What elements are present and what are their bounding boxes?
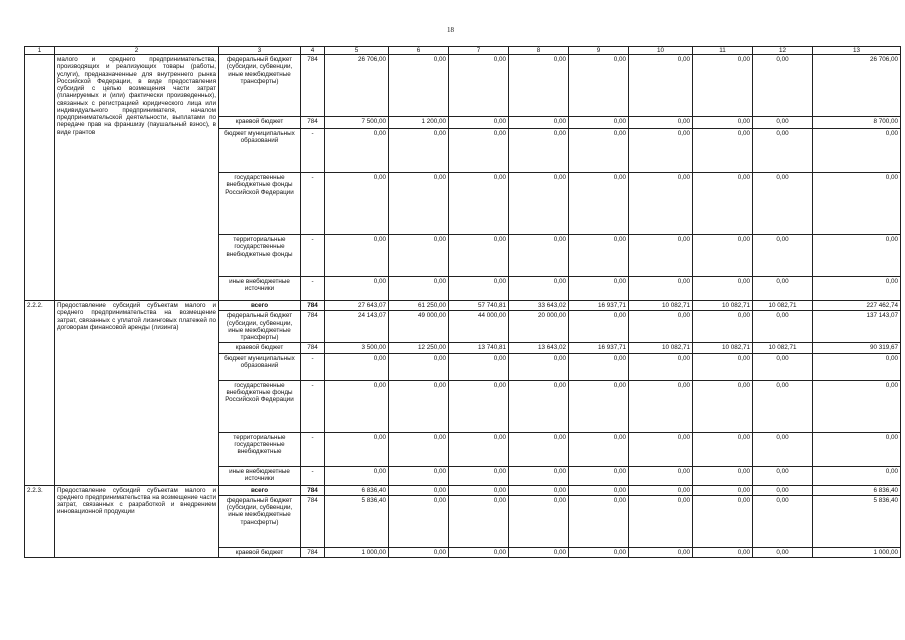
amount-cell: 1 200,00 <box>389 117 449 129</box>
funding-source: всего <box>219 485 301 495</box>
budget-code: - <box>301 353 325 380</box>
amount-cell: 0,00 <box>509 466 569 485</box>
column-number: 1 <box>25 47 55 55</box>
amount-cell: 90 319,67 <box>813 343 901 353</box>
amount-cell: 0,00 <box>629 432 693 466</box>
amount-cell: 0,00 <box>813 380 901 432</box>
amount-cell: 0,00 <box>813 235 901 277</box>
amount-cell: 0,00 <box>753 547 813 557</box>
amount-cell: 0,00 <box>509 353 569 380</box>
amount-cell: 0,00 <box>569 311 629 343</box>
funding-source: бюджет муниципальных образований <box>219 129 301 173</box>
amount-cell: 0,00 <box>509 235 569 277</box>
amount-cell: 0,00 <box>389 466 449 485</box>
amount-cell: 20 000,00 <box>509 311 569 343</box>
amount-cell: 0,00 <box>449 380 509 432</box>
amount-cell: 0,00 <box>449 485 509 495</box>
amount-cell: 0,00 <box>813 432 901 466</box>
amount-cell: 0,00 <box>693 547 753 557</box>
table-row <box>25 485 901 495</box>
amount-cell: 0,00 <box>693 277 753 301</box>
amount-cell: 0,00 <box>389 380 449 432</box>
amount-cell: 0,00 <box>509 129 569 173</box>
column-number: 4 <box>301 47 325 55</box>
column-number: 10 <box>629 47 693 55</box>
amount-cell: 10 082,71 <box>629 343 693 353</box>
item-index <box>25 55 55 301</box>
amount-cell: 0,00 <box>629 485 693 495</box>
amount-cell: 0,00 <box>753 353 813 380</box>
amount-cell: 0,00 <box>813 277 901 301</box>
budget-code: - <box>301 129 325 173</box>
amount-cell: 0,00 <box>693 311 753 343</box>
amount-cell: 0,00 <box>389 432 449 466</box>
budget-code: - <box>301 432 325 466</box>
amount-cell: 0,00 <box>389 495 449 547</box>
amount-cell: 0,00 <box>693 466 753 485</box>
column-number: 8 <box>509 47 569 55</box>
amount-cell: 0,00 <box>569 55 629 117</box>
amount-cell: 26 706,00 <box>813 55 901 117</box>
amount-cell: 8 700,00 <box>813 117 901 129</box>
amount-cell: 0,00 <box>449 495 509 547</box>
amount-cell: 0,00 <box>325 235 389 277</box>
column-number: 3 <box>219 47 301 55</box>
item-index: 2.2.2. <box>25 301 55 485</box>
budget-code: 784 <box>301 495 325 547</box>
amount-cell: 13 740,81 <box>449 343 509 353</box>
amount-cell: 5 836,40 <box>325 495 389 547</box>
amount-cell: 0,00 <box>449 277 509 301</box>
amount-cell: 44 000,00 <box>449 311 509 343</box>
amount-cell: 10 082,71 <box>753 343 813 353</box>
funding-source: территориальные государственные внебюджетные фонды <box>219 235 301 277</box>
funding-source: бюджет муниципальных образований <box>219 353 301 380</box>
amount-cell: 0,00 <box>569 129 629 173</box>
amount-cell: 0,00 <box>629 466 693 485</box>
budget-code: 784 <box>301 311 325 343</box>
amount-cell: 1 000,00 <box>813 547 901 557</box>
amount-cell: 0,00 <box>629 547 693 557</box>
amount-cell: 0,00 <box>629 353 693 380</box>
amount-cell: 0,00 <box>629 129 693 173</box>
column-number: 12 <box>753 47 813 55</box>
amount-cell: 137 143,07 <box>813 311 901 343</box>
amount-cell: 0,00 <box>629 495 693 547</box>
amount-cell: 0,00 <box>389 173 449 235</box>
amount-cell: 0,00 <box>389 353 449 380</box>
amount-cell: 6 836,40 <box>325 485 389 495</box>
amount-cell: 0,00 <box>753 311 813 343</box>
amount-cell: 0,00 <box>753 380 813 432</box>
amount-cell: 5 836,40 <box>813 495 901 547</box>
budget-code: 784 <box>301 547 325 557</box>
column-number: 7 <box>449 47 509 55</box>
header-row <box>25 47 901 55</box>
budget-code: - <box>301 380 325 432</box>
amount-cell: 0,00 <box>813 353 901 380</box>
funding-source: краевой бюджет <box>219 117 301 129</box>
table-row <box>25 301 901 311</box>
funding-source: федеральный бюджет (субсидии, субвенции, иные межбюджетные трансферты) <box>219 55 301 117</box>
amount-cell: 0,00 <box>389 55 449 117</box>
item-description: Предоставление субсидий субъектам малого и среднего предпринимательства на возмещение части затрат, связанных с разработкой и внедрением инновационной продукции <box>55 485 219 557</box>
column-number: 11 <box>693 47 753 55</box>
budget-code: - <box>301 235 325 277</box>
amount-cell: 0,00 <box>389 277 449 301</box>
amount-cell: 0,00 <box>389 235 449 277</box>
amount-cell: 0,00 <box>509 55 569 117</box>
amount-cell: 0,00 <box>569 173 629 235</box>
amount-cell: 0,00 <box>449 547 509 557</box>
amount-cell: 0,00 <box>509 547 569 557</box>
amount-cell: 0,00 <box>693 485 753 495</box>
amount-cell: 0,00 <box>693 173 753 235</box>
amount-cell: 13 643,02 <box>509 343 569 353</box>
item-description: малого и среднего предпринимательства, производящих и реализующих товары (работы, услуги), предназначенные для внутреннего рынка Российской Федерации, в виде предоставления субсидий с целью возмещения части затрат (планируемых и (или) фактически произведенных), связанных с регистрацией юридического лица или индивидуального предпринимателя, началом предпринимательской деятельности, выплатами по передаче прав на франшизу (паушальный взнос), в виде грантов <box>55 55 219 301</box>
amount-cell: 0,00 <box>629 311 693 343</box>
amount-cell: 0,00 <box>325 380 389 432</box>
amount-cell: 0,00 <box>449 235 509 277</box>
budget-code: - <box>301 466 325 485</box>
budget-code: 784 <box>301 485 325 495</box>
amount-cell: 0,00 <box>569 485 629 495</box>
budget-code: - <box>301 277 325 301</box>
amount-cell: 0,00 <box>325 353 389 380</box>
amount-cell: 0,00 <box>325 466 389 485</box>
funding-source: государственные внебюджетные фонды Российской Федерации <box>219 380 301 432</box>
amount-cell: 10 082,71 <box>693 343 753 353</box>
amount-cell: 0,00 <box>509 380 569 432</box>
column-number: 9 <box>569 47 629 55</box>
amount-cell: 7 500,00 <box>325 117 389 129</box>
amount-cell: 0,00 <box>569 117 629 129</box>
amount-cell: 0,00 <box>753 466 813 485</box>
page-number: 18 <box>447 26 454 34</box>
budget-table <box>24 46 901 558</box>
amount-cell: 0,00 <box>449 129 509 173</box>
amount-cell: 0,00 <box>753 55 813 117</box>
amount-cell: 0,00 <box>509 495 569 547</box>
column-number: 5 <box>325 47 389 55</box>
amount-cell: 0,00 <box>569 466 629 485</box>
amount-cell: 0,00 <box>693 380 753 432</box>
amount-cell: 0,00 <box>569 353 629 380</box>
amount-cell: 227 462,74 <box>813 301 901 311</box>
amount-cell: 0,00 <box>753 129 813 173</box>
amount-cell: 0,00 <box>753 173 813 235</box>
amount-cell: 0,00 <box>753 495 813 547</box>
amount-cell: 0,00 <box>693 495 753 547</box>
item-description: Предоставление субсидий субъектам малого и среднего предпринимательства на возмещение затрат, связанных с уплатой лизинговых платежей по договорам финансовой аренды (лизинга) <box>55 301 219 485</box>
amount-cell: 16 937,71 <box>569 301 629 311</box>
amount-cell: 61 250,00 <box>389 301 449 311</box>
amount-cell: 27 643,07 <box>325 301 389 311</box>
amount-cell: 0,00 <box>813 466 901 485</box>
amount-cell: 0,00 <box>449 117 509 129</box>
amount-cell: 0,00 <box>693 117 753 129</box>
amount-cell: 0,00 <box>509 432 569 466</box>
amount-cell: 0,00 <box>449 432 509 466</box>
amount-cell: 0,00 <box>449 466 509 485</box>
budget-code: 784 <box>301 301 325 311</box>
amount-cell: 0,00 <box>629 55 693 117</box>
amount-cell: 0,00 <box>569 432 629 466</box>
funding-source: иные внебюджетные источники <box>219 466 301 485</box>
amount-cell: 3 500,00 <box>325 343 389 353</box>
amount-cell: 0,00 <box>325 129 389 173</box>
column-number: 13 <box>813 47 901 55</box>
amount-cell: 0,00 <box>753 432 813 466</box>
amount-cell: 57 740,81 <box>449 301 509 311</box>
amount-cell: 0,00 <box>753 235 813 277</box>
funding-source: федеральный бюджет (субсидии, субвенции, иные межбюджетные трансферты) <box>219 495 301 547</box>
amount-cell: 0,00 <box>753 277 813 301</box>
item-index: 2.2.3. <box>25 485 55 557</box>
amount-cell: 12 250,00 <box>389 343 449 353</box>
amount-cell: 0,00 <box>389 547 449 557</box>
amount-cell: 0,00 <box>629 380 693 432</box>
amount-cell: 0,00 <box>569 235 629 277</box>
amount-cell: 16 937,71 <box>569 343 629 353</box>
amount-cell: 0,00 <box>693 432 753 466</box>
amount-cell: 0,00 <box>569 495 629 547</box>
amount-cell: 0,00 <box>813 129 901 173</box>
amount-cell: 6 836,40 <box>813 485 901 495</box>
amount-cell: 0,00 <box>509 485 569 495</box>
funding-source: федеральный бюджет (субсидии, субвенции, иные межбюджетные трансферты) <box>219 311 301 343</box>
column-number: 2 <box>55 47 219 55</box>
amount-cell: 10 082,71 <box>693 301 753 311</box>
amount-cell: 10 082,71 <box>629 301 693 311</box>
amount-cell: 0,00 <box>629 235 693 277</box>
amount-cell: 0,00 <box>325 432 389 466</box>
amount-cell: 0,00 <box>693 353 753 380</box>
budget-code: - <box>301 173 325 235</box>
amount-cell: 0,00 <box>509 173 569 235</box>
amount-cell: 0,00 <box>753 117 813 129</box>
amount-cell: 0,00 <box>629 173 693 235</box>
amount-cell: 0,00 <box>449 55 509 117</box>
funding-source: территориальные государственные внебюджетные <box>219 432 301 466</box>
amount-cell: 0,00 <box>693 55 753 117</box>
amount-cell: 0,00 <box>569 547 629 557</box>
funding-source: всего <box>219 301 301 311</box>
amount-cell: 0,00 <box>389 129 449 173</box>
amount-cell: 1 000,00 <box>325 547 389 557</box>
amount-cell: 0,00 <box>449 173 509 235</box>
funding-source: иные внебюджетные источники <box>219 277 301 301</box>
amount-cell: 10 082,71 <box>753 301 813 311</box>
amount-cell: 0,00 <box>389 485 449 495</box>
table-row <box>25 55 901 117</box>
amount-cell: 49 000,00 <box>389 311 449 343</box>
amount-cell: 0,00 <box>693 129 753 173</box>
budget-code: 784 <box>301 117 325 129</box>
amount-cell: 0,00 <box>629 117 693 129</box>
amount-cell: 0,00 <box>325 277 389 301</box>
budget-code: 784 <box>301 343 325 353</box>
amount-cell: 33 643,02 <box>509 301 569 311</box>
amount-cell: 0,00 <box>509 277 569 301</box>
amount-cell: 0,00 <box>509 117 569 129</box>
funding-source: краевой бюджет <box>219 547 301 557</box>
funding-source: краевой бюджет <box>219 343 301 353</box>
amount-cell: 0,00 <box>813 173 901 235</box>
amount-cell: 24 143,07 <box>325 311 389 343</box>
funding-source: государственные внебюджетные фонды Российской Федерации <box>219 173 301 235</box>
amount-cell: 0,00 <box>325 173 389 235</box>
amount-cell: 0,00 <box>449 353 509 380</box>
amount-cell: 26 706,00 <box>325 55 389 117</box>
column-number: 6 <box>389 47 449 55</box>
amount-cell: 0,00 <box>569 380 629 432</box>
amount-cell: 0,00 <box>629 277 693 301</box>
budget-code: 784 <box>301 55 325 117</box>
amount-cell: 0,00 <box>693 235 753 277</box>
amount-cell: 0,00 <box>569 277 629 301</box>
amount-cell: 0,00 <box>753 485 813 495</box>
